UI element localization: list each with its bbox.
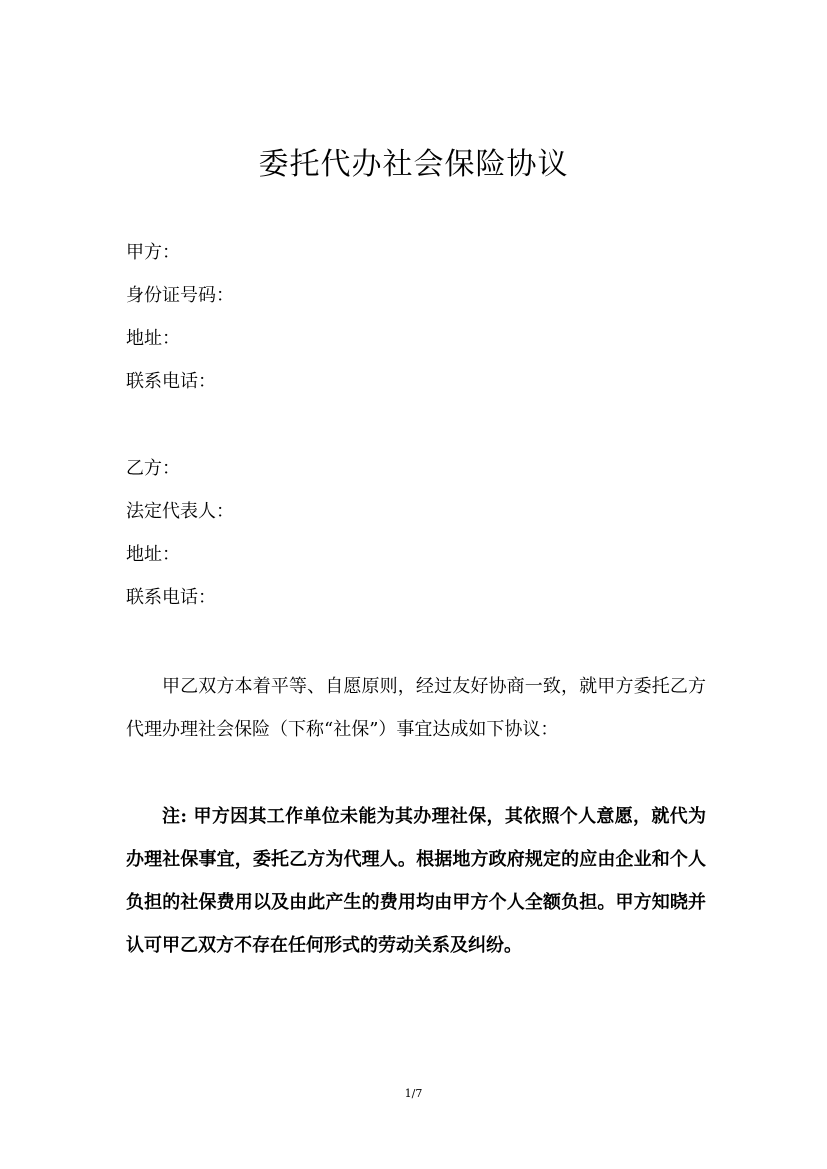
- party-a-phone-label: 联系电话：: [126, 371, 216, 392]
- party-b-legal-rep-label: 法定代表人：: [126, 501, 234, 522]
- party-a-label: 甲方：: [126, 242, 180, 263]
- party-a-address-label: 地址：: [126, 328, 180, 349]
- intro-paragraph: 甲乙双方本着平等、自愿原则，经过友好协商一致，就甲方委托乙方代理办理社会保险（下称“社保”）事宜达成如下协议：: [126, 676, 706, 740]
- document-title: 委托代办社会保险协议: [258, 147, 569, 182]
- note-paragraph: 注: 甲方因其工作单位未能为其办理社保，其依照个人意愿，就代为办理社保事宜，委托乙方为代理人。根据地方政府规定的应由企业和个人负担的社保费用以及由此产生的费用均由甲方个人全额负担。甲方知晓并认可甲乙双方不存在任何形式的劳动关系及纠纷。: [126, 806, 706, 956]
- party-b-phone-label: 联系电话：: [126, 587, 216, 608]
- party-b-address-label: 地址：: [126, 544, 180, 565]
- page-number: 1/7: [404, 1087, 423, 1100]
- party-a-id-label: 身份证号码：: [126, 285, 234, 306]
- party-b-label: 乙方：: [126, 458, 180, 479]
